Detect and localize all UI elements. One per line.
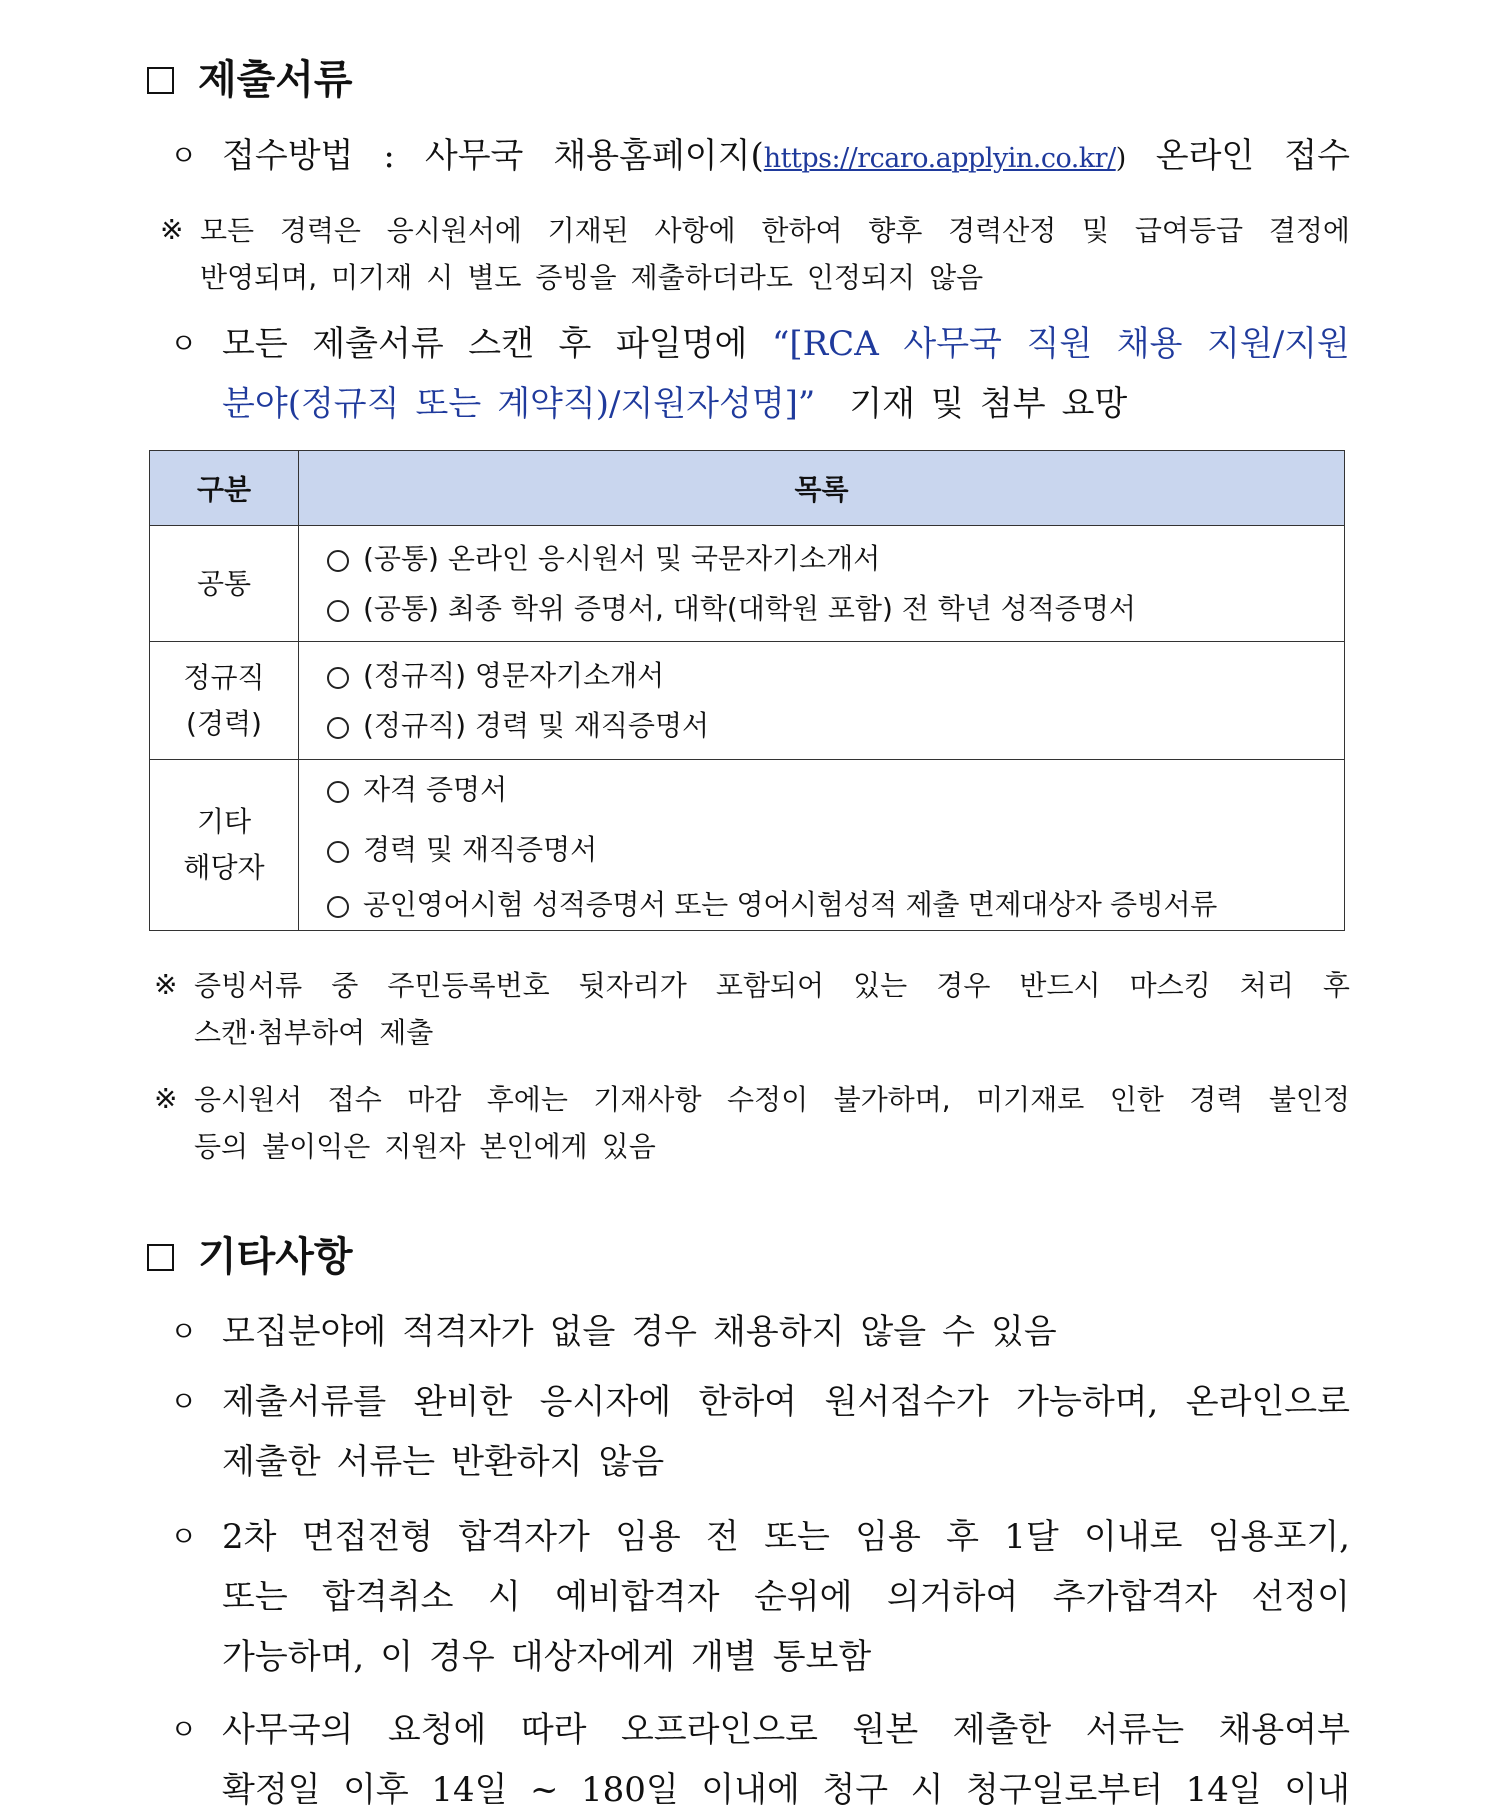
word: 제출한 [952, 1710, 1052, 1750]
word: 향후 [868, 214, 923, 247]
filename-format-text: 채용 [1116, 324, 1183, 364]
word: 증빙서류 [194, 969, 303, 1002]
word: 제출한 [222, 1442, 321, 1482]
bullet-icon: ㅇ [170, 1315, 198, 1348]
word: 통보함 [772, 1637, 872, 1677]
list-item [327, 701, 1344, 751]
word: 경우 [936, 969, 991, 1002]
filename-format-text: 분야(정규직 [222, 384, 400, 424]
word: 및 [931, 384, 964, 424]
word: 불인정 [1268, 1083, 1350, 1116]
word: 주민등록번호 [387, 969, 550, 1002]
word: 또는 [764, 1517, 830, 1557]
word: 제출하더라도 [630, 261, 793, 294]
word: 이 [380, 1637, 414, 1677]
word: 경우 [429, 1637, 495, 1677]
word: 모든 [222, 324, 288, 364]
word: 온라인으로 [1185, 1382, 1350, 1422]
section-title: 기타사항 [198, 1234, 353, 1280]
bullet-icon: ㅇ [170, 1713, 198, 1746]
word: 제출 [379, 1016, 434, 1049]
post-url-text: ) [1115, 143, 1126, 174]
word: 제출서류 [312, 324, 444, 364]
section-heading-misc [147, 1232, 353, 1282]
word: 미기재 [331, 261, 413, 294]
text-line [222, 314, 1350, 374]
word: 임용 [855, 1517, 921, 1557]
list-item [327, 820, 1344, 880]
word: 모든 [200, 214, 255, 247]
word: 원서접수가 [824, 1382, 989, 1422]
word: 원본 [852, 1710, 919, 1750]
note-line [200, 207, 1350, 254]
word: 스캔·첨부하여 [194, 1016, 366, 1049]
word: 순위에 [753, 1577, 853, 1617]
circle-bullet-icon [327, 667, 349, 689]
header-list: 목록 [299, 451, 1345, 526]
word: 서류는 [1085, 1710, 1185, 1750]
filename-format-text: 계약직)/지원자성명]” [497, 384, 816, 424]
word: 기재사항 [593, 1083, 702, 1116]
word: 접수 [327, 1083, 382, 1116]
word: 채용하지 [713, 1312, 845, 1352]
word: 않을 [860, 1312, 927, 1352]
category-cell [150, 760, 299, 931]
word: 본인에게 [479, 1130, 588, 1163]
word: 불이익은 [262, 1130, 371, 1163]
word: 이후 [343, 1770, 409, 1810]
word: 채용여부 [1218, 1710, 1350, 1750]
word: ~ [529, 1770, 559, 1810]
word: 임용 [615, 1517, 681, 1557]
text-line [222, 1432, 1350, 1492]
word: 대상자에게 [510, 1637, 675, 1677]
word: 제출서류를 [222, 1382, 387, 1422]
circle-bullet-icon [327, 717, 349, 739]
list-item [327, 651, 1344, 701]
bullet-icon: ㅇ [170, 139, 198, 172]
word: 또는 [222, 1577, 288, 1617]
word: 반영되며, [200, 261, 318, 294]
table-row [150, 526, 1345, 642]
text-line [222, 1567, 1350, 1627]
word: 급여등급 [1134, 214, 1244, 247]
word: 수정이 [726, 1083, 809, 1116]
word: 반환하지 [451, 1442, 583, 1482]
word: 따라 [520, 1710, 587, 1750]
word: 처리 [1239, 969, 1294, 1002]
word: 첨부 [979, 384, 1046, 424]
filename-format-text: 사무국 [903, 324, 1002, 364]
word: 추가합격자 [1052, 1577, 1217, 1617]
filename-format-text: “[RCA [771, 324, 879, 364]
word: 임용포기, [1207, 1517, 1350, 1557]
word: 경력 [1189, 1083, 1244, 1116]
word: 경력산정 [948, 214, 1057, 247]
word: 면접전형 [301, 1517, 434, 1557]
table-row [150, 760, 1345, 931]
word: 마감 [407, 1083, 462, 1116]
word: 경우 [631, 1312, 698, 1352]
word: 서류는 [336, 1442, 436, 1482]
word: 않음 [598, 1442, 665, 1482]
item-text: 자격 증명서 [363, 773, 508, 806]
word: 완비한 [413, 1382, 513, 1422]
word: 가능하며, [1016, 1382, 1159, 1422]
word: : [383, 136, 395, 176]
word: 시 [487, 1577, 521, 1617]
word: 사무국 [424, 136, 524, 176]
note-line [194, 1009, 1350, 1056]
word: 이내 [1284, 1770, 1350, 1810]
note-line [194, 1123, 1350, 1170]
item-text: (공통) 최종 학위 증명서, 대학(대학원 포함) 전 학년 성적증명서 [363, 591, 1136, 625]
word: 2차 [222, 1517, 277, 1557]
item-text: (공통) 온라인 응시원서 및 국문자기소개서 [363, 541, 881, 575]
word: 온라인 [1155, 136, 1255, 176]
word: 적격자가 [402, 1312, 534, 1352]
word: 요망 [1061, 384, 1128, 424]
word: 180일 [580, 1770, 679, 1810]
section-heading-submission [147, 55, 353, 105]
word: 결정에 [1268, 214, 1350, 247]
word: 합격취소 [322, 1577, 454, 1617]
word: 응시자에 [539, 1382, 672, 1422]
table-header-row [150, 451, 1345, 526]
text-line [222, 1760, 1350, 1820]
word: 14일 [1185, 1770, 1262, 1810]
checkbox-icon [147, 1244, 174, 1271]
recruitment-url-link[interactable]: https://rcaro.applyin.co.kr/ [763, 143, 1116, 174]
item-text: (정규직) 영문자기소개서 [363, 658, 665, 692]
word: 등의 [194, 1130, 249, 1163]
items-cell [299, 642, 1345, 760]
circle-bullet-icon [327, 781, 349, 803]
word: 합격자가 [458, 1517, 590, 1557]
item-text: (정규직) 경력 및 재직증명서 [363, 708, 710, 742]
text-line [222, 1372, 1350, 1432]
reference-mark-icon: ※ [160, 213, 184, 246]
circle-bullet-icon [327, 550, 349, 572]
word: 별도 [467, 261, 522, 294]
word: 뒷자리가 [578, 969, 687, 1002]
circle-bullet-icon [327, 841, 349, 863]
category-label: 공통 [196, 566, 252, 600]
word: 이내로 [1083, 1517, 1183, 1557]
word: 있음 [990, 1312, 1057, 1352]
filename-format-text: 또는 [415, 384, 482, 424]
section-title: 제출서류 [198, 57, 353, 103]
word: 지원자 [384, 1130, 466, 1163]
word: 한하여 [761, 214, 843, 247]
word: 확정일 [222, 1770, 321, 1810]
word: 사무국의 [222, 1710, 354, 1750]
category-cell [150, 642, 299, 760]
word: 있음 [601, 1130, 656, 1163]
word: 모집분야에 [222, 1312, 387, 1352]
text-line [222, 1302, 1350, 1362]
list-item [327, 584, 1344, 634]
word: 기재된 [547, 214, 629, 247]
note-line [194, 962, 1350, 1009]
filename-format-text: 지원/지원 [1207, 324, 1350, 364]
items-cell [299, 760, 1345, 931]
items-cell [299, 526, 1345, 642]
word: 증빙을 [535, 261, 617, 294]
word: 가능하며, [222, 1637, 365, 1677]
word: 접수방법 [222, 136, 354, 176]
word: 14일 [431, 1770, 508, 1810]
word: 불가하며, [833, 1083, 951, 1116]
list-item [327, 880, 1344, 930]
text-line [222, 374, 1350, 434]
note-line [194, 1076, 1350, 1123]
word: 미기재로 [976, 1083, 1085, 1116]
bullet-icon: ㅇ [170, 1520, 198, 1553]
word: 인정되지 [806, 261, 916, 294]
filename-format-text: 직원 [1026, 324, 1093, 364]
word: 스캔 [468, 324, 534, 364]
category-cell [150, 526, 299, 642]
word: 수 [942, 1312, 975, 1352]
bullet-icon: ㅇ [170, 327, 198, 360]
text-line [222, 1627, 1350, 1687]
word: 응시원서에 [386, 214, 522, 247]
word: 않음 [929, 261, 984, 294]
text-line [222, 1700, 1350, 1760]
word: 요청에 [387, 1710, 487, 1750]
circle-bullet-icon [327, 600, 349, 622]
word: 예비합격자 [555, 1577, 720, 1617]
circle-bullet-icon [327, 896, 349, 918]
text-line [222, 1507, 1350, 1567]
pre-url-text: 채용홈페이지( [553, 136, 764, 176]
list-item [327, 534, 1344, 584]
table-row [150, 642, 1345, 760]
note-line [200, 254, 1350, 301]
word: 있는 [853, 969, 908, 1002]
word: 이내에 [701, 1770, 800, 1810]
word: 전 [706, 1517, 739, 1557]
category-label: 정규직 [183, 660, 265, 694]
word: 1달 [1004, 1517, 1059, 1557]
required-documents-table [149, 450, 1345, 931]
word: 시 [426, 261, 454, 294]
item-text: 경력 및 재직증명서 [363, 833, 598, 866]
word: 선정이 [1251, 1577, 1350, 1617]
category-label: (경력) [186, 706, 262, 740]
category-label: 기타 [196, 805, 252, 838]
word: 사항에 [654, 214, 736, 247]
word: 기재 [849, 384, 916, 424]
word: 접수 [1284, 136, 1350, 176]
item-text: 공인영어시험 성적증명서 또는 영어시험성적 제출 면제대상자 증빙서류 [363, 888, 1218, 921]
word: 마스킹 [1129, 969, 1211, 1002]
word: 경력은 [279, 214, 361, 247]
bullet-icon: ㅇ [170, 1385, 198, 1418]
word: 중 [331, 969, 359, 1002]
word: 시 [910, 1770, 944, 1810]
reference-mark-icon: ※ [154, 1082, 178, 1115]
word: 후에는 [486, 1083, 568, 1116]
word: 오프라인으로 [620, 1710, 819, 1750]
word: 청구일로부터 [965, 1770, 1164, 1810]
word: 파일명에 [615, 324, 748, 364]
word: 후 [1322, 969, 1350, 1002]
word: 의거하여 [886, 1577, 1019, 1617]
word: 후 [946, 1517, 979, 1557]
word: 반드시 [1019, 969, 1101, 1002]
word: 인한 [1109, 1083, 1164, 1116]
word: 및 [1082, 214, 1110, 247]
reference-mark-icon: ※ [154, 968, 178, 1001]
word: 청구 [822, 1770, 889, 1810]
word: 개별 [690, 1637, 757, 1677]
header-category: 구분 [150, 451, 299, 526]
category-label: 해당자 [183, 851, 265, 884]
word: 한하여 [698, 1382, 798, 1422]
homepage-text [553, 126, 1125, 186]
checkbox-icon [147, 67, 174, 94]
word: 응시원서 [194, 1083, 303, 1116]
word: 없을 [549, 1312, 616, 1352]
word: 후 [558, 324, 592, 364]
list-item [327, 760, 1344, 820]
word: 포함되어 [715, 969, 825, 1002]
